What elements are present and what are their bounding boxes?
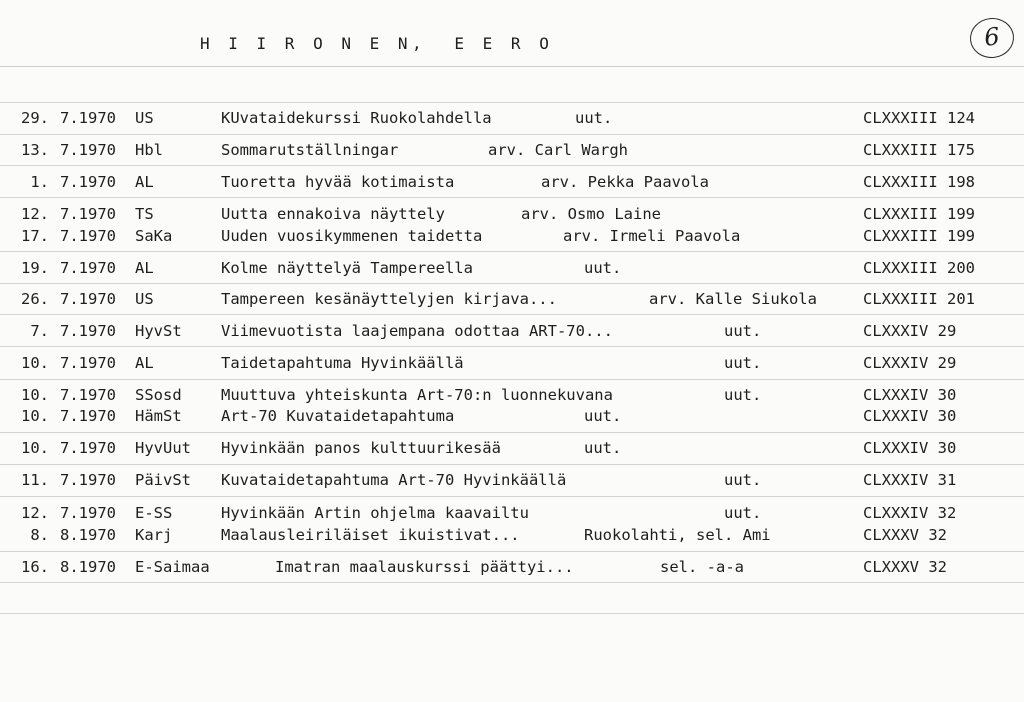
- entry-type: arv. Carl Wargh: [488, 141, 628, 159]
- line-rule: [0, 551, 1024, 552]
- line-rule: [0, 496, 1024, 497]
- list-item: [0, 558, 1024, 576]
- line-rule: [0, 379, 1024, 380]
- line-rule: [0, 197, 1024, 198]
- entry-type: arv. Pekka Paavola: [541, 173, 709, 191]
- entry-reference: CLXXXIII 124: [863, 109, 975, 127]
- entry-title: Tuoretta hyvää kotimaista: [221, 173, 455, 191]
- entry-newspaper: E-SS: [135, 504, 173, 522]
- entry-title: Muuttuva yhteiskunta Art-70:n luonnekuvana: [221, 386, 613, 404]
- list-item: [0, 290, 1024, 308]
- list-item: [0, 439, 1024, 457]
- entry-day: 19.: [21, 259, 49, 277]
- entry-reference: CLXXXIV 31: [863, 471, 957, 489]
- entry-newspaper: HämSt: [135, 407, 182, 425]
- entry-reference: CLXXXIV 30: [863, 439, 957, 457]
- line-rule: [0, 134, 1024, 135]
- entry-month: 7.1970: [60, 407, 116, 425]
- entry-type: arv. Irmeli Paavola: [563, 227, 741, 245]
- entry-month: 8.1970: [60, 526, 116, 544]
- list-item: [0, 407, 1024, 425]
- line-rule: [0, 346, 1024, 347]
- entry-day: 17.: [21, 227, 49, 245]
- entry-month: 7.1970: [60, 173, 116, 191]
- entry-day: 16.: [21, 558, 49, 576]
- list-item: [0, 141, 1024, 159]
- entry-month: 7.1970: [60, 354, 116, 372]
- entry-title: Maalausleiriläiset ikuistivat...: [221, 526, 520, 544]
- entry-title: Viimevuotista laajempana odottaa ART-70...: [221, 322, 613, 340]
- entry-day: 12.: [21, 205, 49, 223]
- line-rule: [0, 102, 1024, 103]
- entry-newspaper: SSosd: [135, 386, 182, 404]
- entry-reference: CLXXXIII 199: [863, 205, 975, 223]
- entry-type: Ruokolahti, sel. Ami: [584, 526, 771, 544]
- entry-title: Taidetapahtuma Hyvinkäällä: [221, 354, 464, 372]
- entry-type: sel. -a-a: [660, 558, 744, 576]
- entry-month: 7.1970: [60, 259, 116, 277]
- entry-newspaper: HyvSt: [135, 322, 182, 340]
- entry-day: 10.: [21, 354, 49, 372]
- entry-type: uut.: [584, 439, 622, 457]
- entry-day: 12.: [21, 504, 49, 522]
- list-item: [0, 173, 1024, 191]
- entry-title: Uuden vuosikymmenen taidetta: [221, 227, 483, 245]
- entry-reference: CLXXXIII 201: [863, 290, 975, 308]
- entry-month: 7.1970: [60, 109, 116, 127]
- entry-reference: CLXXXV 32: [863, 558, 947, 576]
- page-title: H I I R O N E N, E E R O: [200, 34, 554, 53]
- entry-title: Sommarutställningar: [221, 141, 399, 159]
- entry-newspaper: TS: [135, 205, 154, 223]
- line-rule: [0, 165, 1024, 166]
- entry-newspaper: US: [135, 290, 154, 308]
- entry-month: 8.1970: [60, 558, 116, 576]
- list-item: [0, 205, 1024, 223]
- entry-day: 13.: [21, 141, 49, 159]
- entry-newspaper: HyvUut: [135, 439, 191, 457]
- entry-title: Kolme näyttelyä Tampereella: [221, 259, 473, 277]
- line-rule: [0, 464, 1024, 465]
- list-item: [0, 526, 1024, 544]
- entry-reference: CLXXXV 32: [863, 526, 947, 544]
- entry-title: Uutta ennakoiva näyttely: [221, 205, 445, 223]
- entry-type: uut.: [724, 471, 762, 489]
- entry-newspaper: SaKa: [135, 227, 173, 245]
- entry-newspaper: PäivSt: [135, 471, 191, 489]
- line-rule: [0, 432, 1024, 433]
- entry-reference: CLXXXIV 29: [863, 354, 957, 372]
- entry-month: 7.1970: [60, 471, 116, 489]
- entry-newspaper: Karj: [135, 526, 173, 544]
- entry-month: 7.1970: [60, 504, 116, 522]
- line-rule: [0, 582, 1024, 583]
- entry-reference: CLXXXIII 198: [863, 173, 975, 191]
- entry-day: 29.: [21, 109, 49, 127]
- list-item: [0, 504, 1024, 522]
- entry-reference: CLXXXIV 30: [863, 386, 957, 404]
- list-item: [0, 322, 1024, 340]
- entry-type: arv. Kalle Siukola: [649, 290, 817, 308]
- header-divider: [0, 66, 1024, 67]
- entry-title: Hyvinkään Artin ohjelma kaavailtu: [221, 504, 529, 522]
- entry-month: 7.1970: [60, 386, 116, 404]
- entry-day: 10.: [21, 386, 49, 404]
- entry-day: 10.: [21, 439, 49, 457]
- entry-type: arv. Osmo Laine: [521, 205, 661, 223]
- entry-reference: CLXXXIII 175: [863, 141, 975, 159]
- entry-reference: CLXXXIV 29: [863, 322, 957, 340]
- list-item: [0, 354, 1024, 372]
- entry-month: 7.1970: [60, 439, 116, 457]
- entry-day: 7.: [30, 322, 49, 340]
- line-rule: [0, 251, 1024, 252]
- entry-title: Art-70 Kuvataidetapahtuma: [221, 407, 455, 425]
- entry-type: uut.: [724, 504, 762, 522]
- entry-type: uut.: [575, 109, 613, 127]
- entry-newspaper: US: [135, 109, 154, 127]
- entry-month: 7.1970: [60, 322, 116, 340]
- entry-day: 26.: [21, 290, 49, 308]
- entry-type: uut.: [724, 322, 762, 340]
- line-rule: [0, 283, 1024, 284]
- entry-month: 7.1970: [60, 141, 116, 159]
- entry-title: Hyvinkään panos kulttuurikesää: [221, 439, 501, 457]
- entry-day: 1.: [30, 173, 49, 191]
- list-item: [0, 109, 1024, 127]
- circled-page-number: 6: [968, 16, 1016, 60]
- entry-newspaper: AL: [135, 354, 154, 372]
- entry-type: uut.: [584, 407, 622, 425]
- entry-type: uut.: [724, 354, 762, 372]
- entry-newspaper: AL: [135, 173, 154, 191]
- entry-month: 7.1970: [60, 290, 116, 308]
- entry-type: uut.: [584, 259, 622, 277]
- line-rule: [0, 314, 1024, 315]
- entry-title: Tampereen kesänäyttelyjen kirjava...: [221, 290, 557, 308]
- entry-newspaper: E-Saimaa: [135, 558, 210, 576]
- entry-day: 8.: [30, 526, 49, 544]
- list-item: [0, 259, 1024, 277]
- entry-newspaper: Hbl: [135, 141, 163, 159]
- entry-title: KUvataidekurssi Ruokolahdella: [221, 109, 492, 127]
- entry-title: Kuvataidetapahtuma Art-70 Hyvinkäällä: [221, 471, 567, 489]
- entry-reference: CLXXXIV 32: [863, 504, 957, 522]
- list-item: [0, 227, 1024, 245]
- line-rule: [0, 613, 1024, 614]
- list-item: [0, 471, 1024, 489]
- entry-type: uut.: [724, 386, 762, 404]
- entry-reference: CLXXXIII 200: [863, 259, 975, 277]
- entry-title: Imatran maalauskurssi päättyi...: [275, 558, 574, 576]
- list-item: [0, 386, 1024, 404]
- entry-month: 7.1970: [60, 227, 116, 245]
- entry-reference: CLXXXIII 199: [863, 227, 975, 245]
- entry-month: 7.1970: [60, 205, 116, 223]
- entry-day: 10.: [21, 407, 49, 425]
- entry-day: 11.: [21, 471, 49, 489]
- entry-reference: CLXXXIV 30: [863, 407, 957, 425]
- entry-newspaper: AL: [135, 259, 154, 277]
